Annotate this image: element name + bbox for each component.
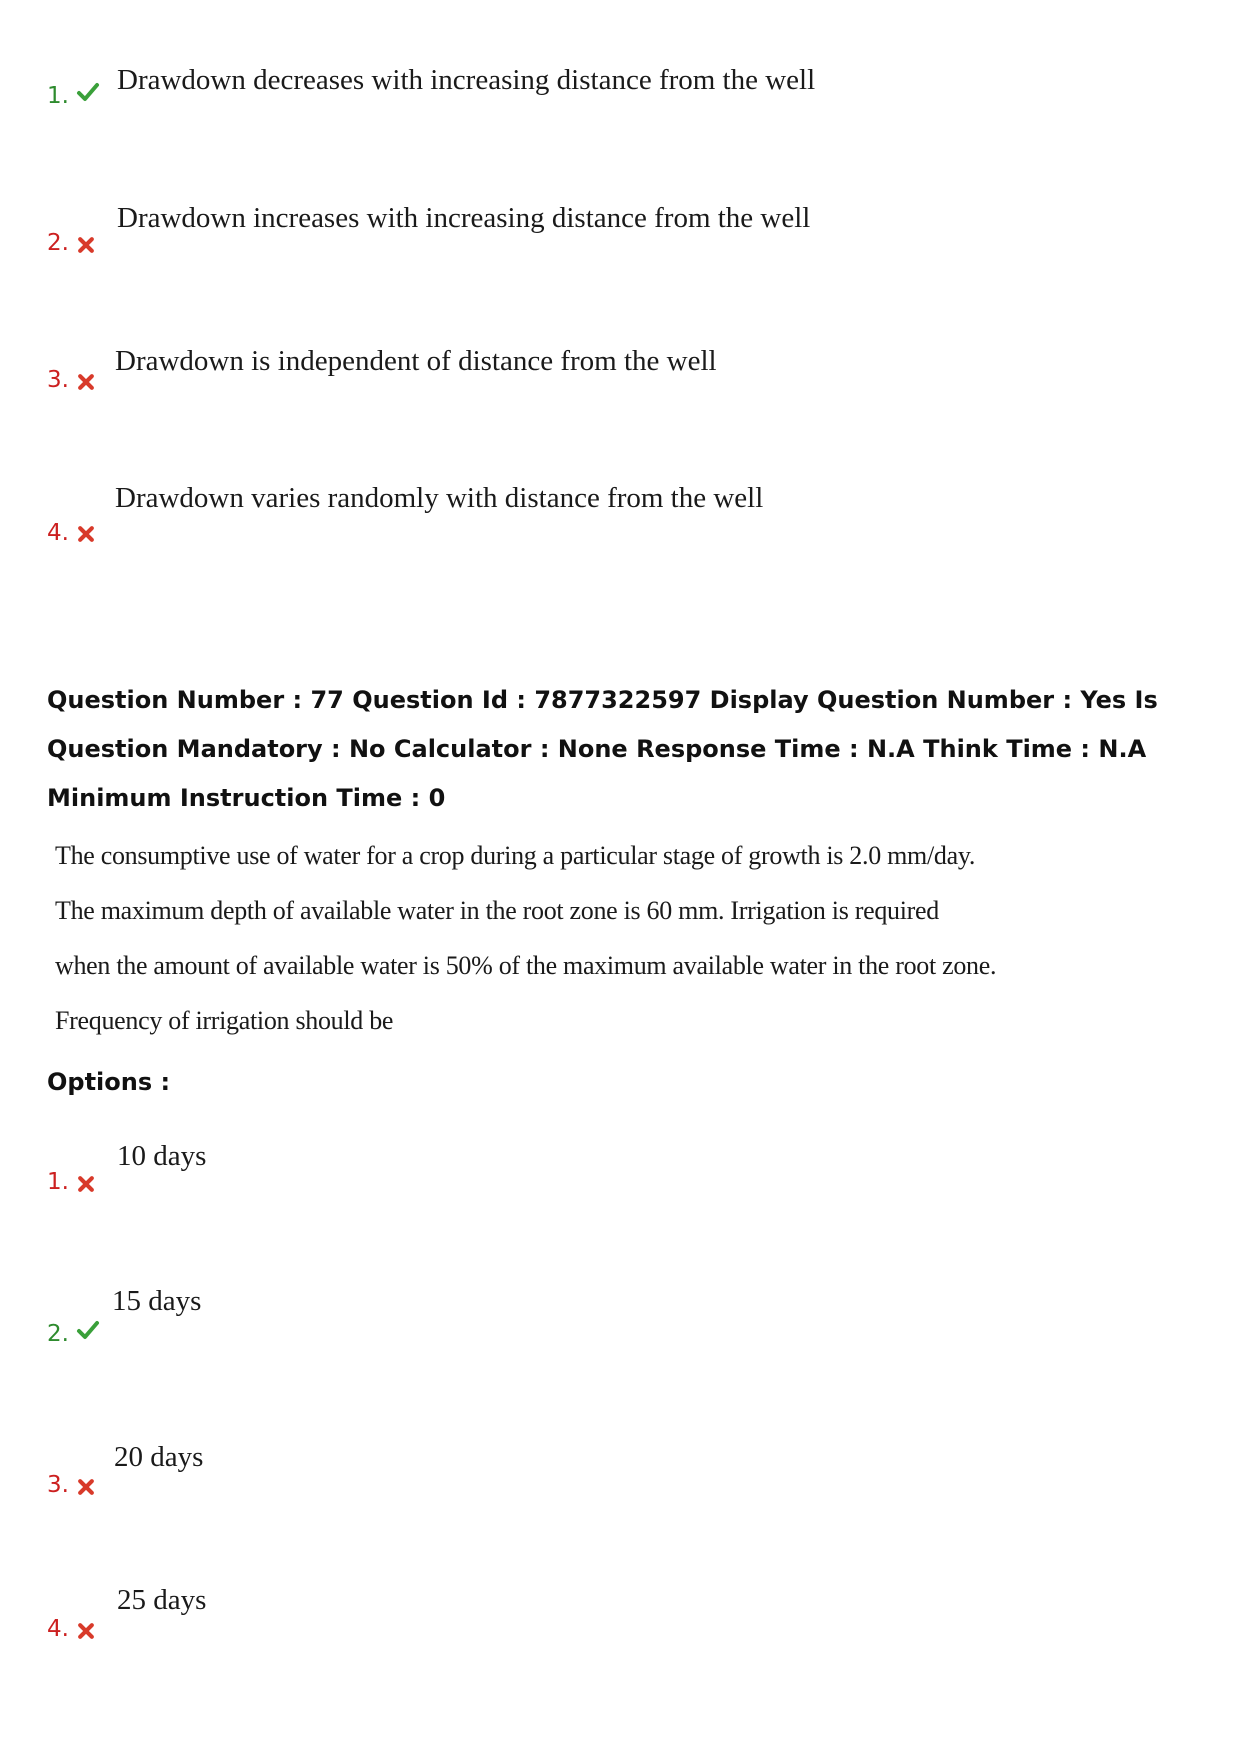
options-label: Options : [47, 1068, 171, 1096]
option-number: 3. [47, 1472, 69, 1498]
option-text: 20 days [114, 1441, 204, 1473]
option-text: 15 days [112, 1285, 202, 1317]
check-icon [76, 80, 100, 104]
question-line-4: Frequency of irrigation should be [55, 1006, 394, 1035]
question-meta: Question Number : 77 Question Id : 7877322597 Display Question Number : Yes Is Question Mandatory : No Calculator : None Response Time : N.A Think Time : N.A Minimum Instruction Time : 0 [47, 686, 1158, 812]
option-text: Drawdown decreases with increasing distance from the well [117, 64, 816, 96]
option-text: Drawdown increases with increasing distance from the well [117, 202, 811, 234]
option-text: Drawdown is independent of distance from the well [115, 345, 717, 377]
option-text: Drawdown varies randomly with distance from the well [115, 482, 764, 514]
question-line-1: The consumptive use of water for a crop during a particular stage of growth is 2.0 mm/day. [55, 841, 976, 870]
cross-icon [76, 1174, 96, 1194]
cross-icon [76, 235, 96, 255]
option-number: 3. [47, 367, 69, 393]
option-text: 25 days [117, 1584, 207, 1616]
cross-icon [76, 1621, 96, 1641]
check-icon [76, 1318, 100, 1342]
cross-icon [76, 524, 96, 544]
option-text: 10 days [117, 1140, 207, 1172]
option-number: 1. [47, 1169, 69, 1195]
option-number: 2. [47, 1321, 69, 1347]
option-number: 4. [47, 520, 69, 546]
cross-icon [76, 372, 96, 392]
option-number: 4. [47, 1616, 69, 1642]
option-number: 1. [47, 83, 69, 109]
question-line-3: when the amount of available water is 50% of the maximum available water in the root zone. [55, 951, 997, 980]
question-line-2: The maximum depth of available water in the root zone is 60 mm. Irrigation is required [55, 896, 939, 925]
option-number: 2. [47, 230, 69, 256]
cross-icon [76, 1477, 96, 1497]
